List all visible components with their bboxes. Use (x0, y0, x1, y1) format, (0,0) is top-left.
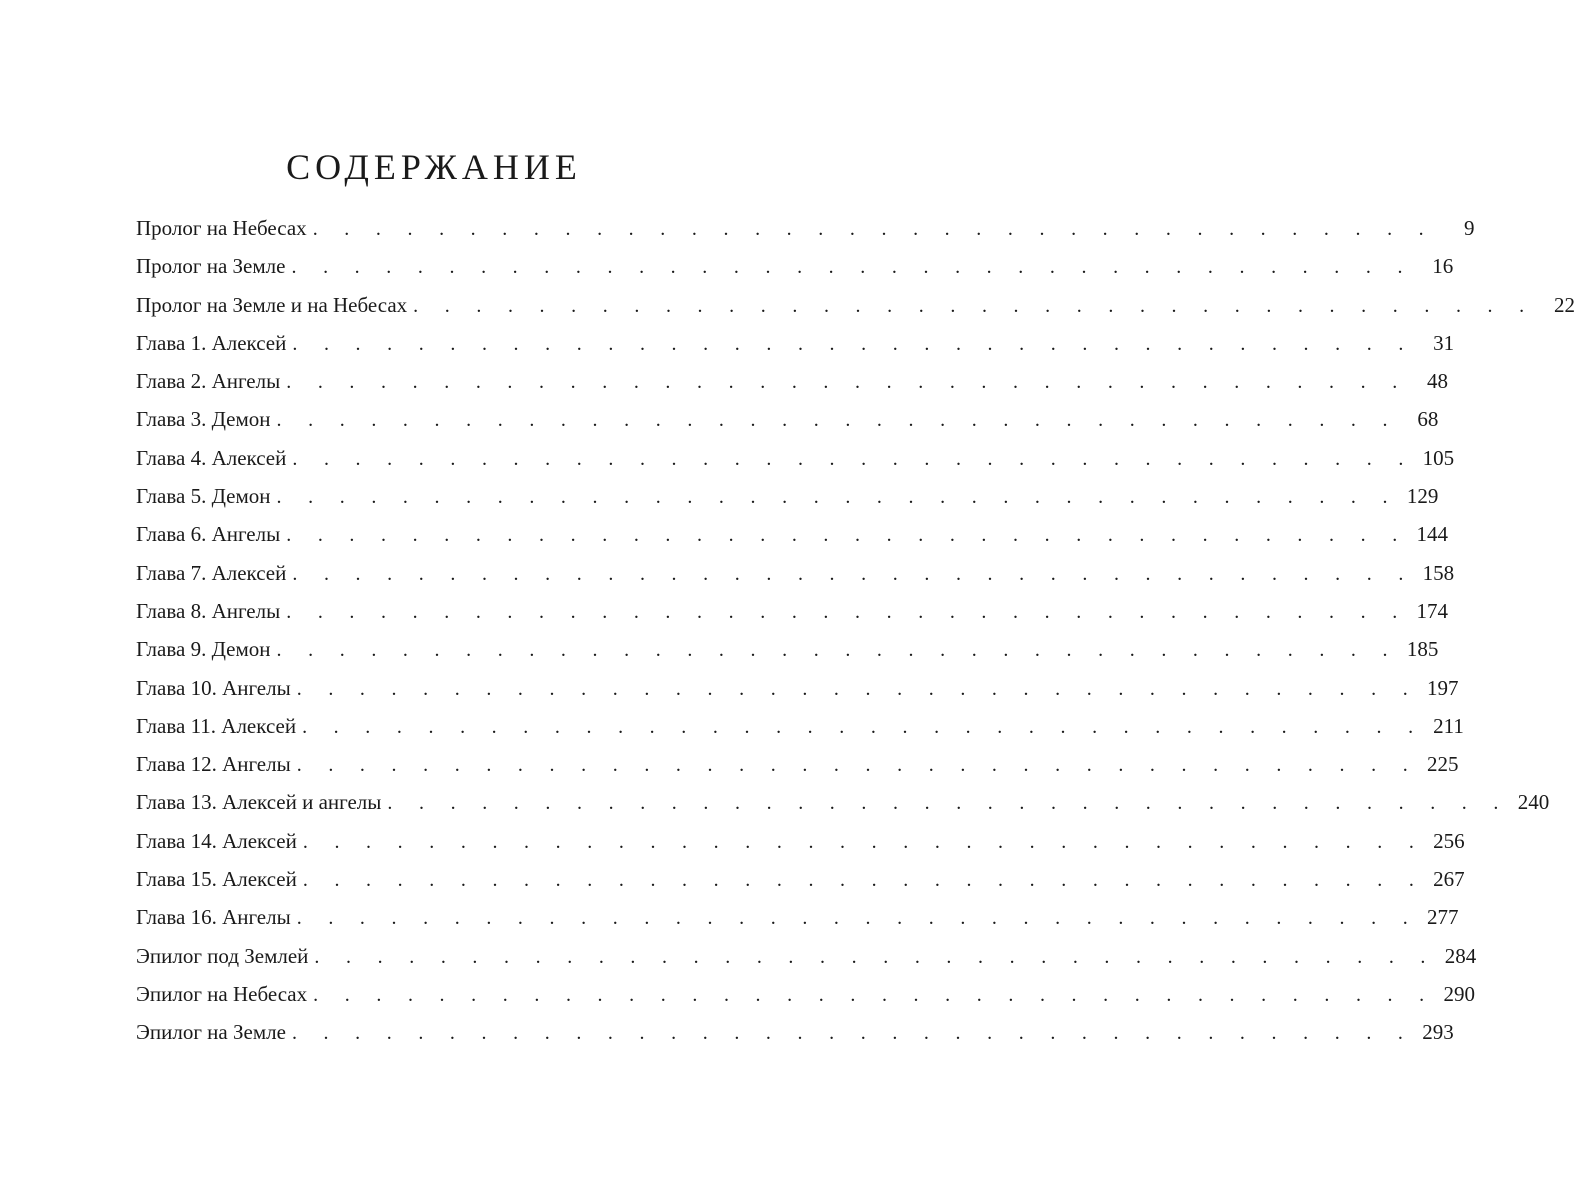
toc-entry-page: 267 (1433, 867, 1465, 892)
toc-entry-page: 240 (1517, 790, 1550, 815)
toc-dot-leader: . . . . . . . . . . . . . . . . . . . . . . . . . . . . . . . . . . . . (296, 754, 1419, 777)
toc-dot-leader: . . . . . . . . . . . . . . . . . . . . . . . . . . . . . . . . . . . . (286, 371, 1409, 394)
toc-entry (136, 247, 1454, 285)
toc-dot-leader: . . . . . . . . . . . . . . . . . . . . . . . . . . . . . . . . . . . . (313, 983, 1435, 1006)
toc-entry-page: 31 (1433, 330, 1455, 355)
toc-entry (136, 209, 1475, 247)
toc-entry-label: Глава 2. Ангелы (136, 369, 281, 394)
toc-entry-label: Глава 6. Ангелы (136, 522, 281, 547)
toc-dot-leader: . . . . . . . . . . . . . . . . . . . . . . . . . . . . . . . . . . . . (276, 639, 1399, 662)
toc-entry-page: 16 (1432, 254, 1454, 279)
toc-entry (136, 324, 1455, 362)
toc-entry-label: Глава 13. Алексей и ангелы (136, 790, 382, 815)
toc-entry-page: 225 (1427, 752, 1459, 777)
toc-entry-label: Глава 15. Алексей (136, 867, 297, 892)
toc-entry-label: Эпилог на Небесах (136, 981, 308, 1006)
toc-entry (136, 362, 1449, 400)
toc-entry (136, 439, 1455, 477)
toc-entry (136, 400, 1439, 438)
toc-entry-page: 9 (1464, 216, 1475, 240)
toc-dot-leader: . . . . . . . . . . . . . . . . . . . . . . . . . . . . . . . . . . . . (387, 792, 1510, 815)
toc-entry (136, 554, 1455, 592)
toc-entry (136, 286, 1575, 324)
toc-entry-label: Глава 5. Демон (136, 484, 271, 509)
toc-entry-label: Глава 4. Алексей (136, 445, 287, 470)
toc-entry (136, 860, 1465, 898)
toc-entry-label: Пролог на Земле и на Небесах (136, 292, 408, 317)
toc-entry-page: 68 (1417, 407, 1439, 432)
toc-entry-page: 105 (1422, 445, 1455, 470)
page-title: СОДЕРЖАНИЕ (286, 147, 582, 187)
toc-entry-label: Глава 9. Демон (136, 637, 271, 662)
toc-entry-label: Пролог на Земле (136, 254, 286, 279)
table-of-contents (136, 209, 1575, 1052)
toc-entry-label: Глава 10. Ангелы (136, 675, 291, 700)
toc-entry (136, 477, 1439, 515)
toc-entry-label: Глава 3. Демон (136, 407, 271, 432)
toc-entry-label: Эпилог на Земле (136, 1020, 286, 1045)
toc-entry (136, 630, 1439, 668)
toc-entry (136, 783, 1550, 821)
toc-entry-label: Глава 11. Алексей (136, 713, 297, 738)
toc-dot-leader: . . . . . . . . . . . . . . . . . . . . . . . . . . . . . . . . . . . . (413, 294, 1535, 317)
toc-dot-leader: . . . . . . . . . . . . . . . . . . . . . . . . . . . . . . . . . . . . (296, 907, 1419, 930)
toc-entry (136, 515, 1449, 553)
toc-entry-label: Глава 12. Ангелы (136, 752, 291, 777)
toc-entry-label: Глава 7. Алексей (136, 560, 287, 585)
toc-entry-page: 284 (1444, 943, 1477, 968)
toc-dot-leader: . . . . . . . . . . . . . . . . . . . . . . . . . . . . . . . . . . . . (286, 524, 1409, 547)
toc-entry (136, 707, 1464, 745)
toc-entry (136, 745, 1459, 783)
toc-entry-label: Пролог на Небесах (136, 216, 307, 240)
toc-entry (136, 1013, 1454, 1051)
toc-entry (136, 592, 1449, 630)
toc-entry-label: Глава 8. Ангелы (136, 598, 281, 623)
toc-dot-leader: . . . . . . . . . . . . . . . . . . . . . . . . . . . . . . . . . . . . (302, 830, 1425, 853)
toc-entry-page: 129 (1406, 484, 1439, 509)
toc-entry (136, 669, 1459, 707)
toc-entry (136, 937, 1477, 975)
toc-entry-page: 256 (1433, 828, 1465, 853)
toc-entry-label: Эпилог под Землей (136, 943, 309, 968)
toc-entry-label: Глава 14. Алексей (136, 828, 297, 853)
toc-dot-leader: . . . . . . . . . . . . . . . . . . . . . . . . . . . . . . . . . . . . (286, 600, 1409, 623)
toc-dot-leader: . . . . . . . . . . . . . . . . . . . . . . . . . . . . . . . . . . . . (291, 1022, 1414, 1045)
toc-dot-leader: . . . . . . . . . . . . . . . . . . . . . . . . . . . . . . . . . . . . (302, 869, 1425, 892)
toc-entry-label: Глава 16. Ангелы (136, 905, 291, 930)
toc-entry-page: 197 (1427, 675, 1459, 700)
toc-dot-leader: . . . . . . . . . . . . . . . . . . . . . . . . . . . . . . . . . . . . (276, 486, 1399, 509)
toc-entry (136, 822, 1465, 860)
toc-entry-page: 211 (1433, 713, 1464, 738)
toc-dot-leader: . . . . . . . . . . . . . . . . . . . . . . . . . . . . . . . . . . . . (302, 715, 1424, 738)
toc-entry-page: 290 (1443, 981, 1475, 1006)
toc-entry-page: 277 (1427, 905, 1459, 930)
toc-entry-page: 158 (1422, 560, 1455, 585)
toc-entry (136, 898, 1459, 936)
toc-dot-leader: . . . . . . . . . . . . . . . . . . . . . . . . . . . . . . . . . . . . (292, 562, 1415, 585)
toc-dot-leader: . . . . . . . . . . . . . . . . . . . . . . . . . . . . . . . . . . . . (276, 409, 1399, 432)
toc-dot-leader: . . . . . . . . . . . . . . . . . . . . . . . . . . . . . . . . . . . . (296, 677, 1419, 700)
toc-entry-page: 293 (1422, 1020, 1454, 1045)
toc-entry-page: 144 (1416, 522, 1449, 547)
toc-entry-page: 185 (1406, 637, 1439, 662)
toc-dot-leader: . . . . . . . . . . . . . . . . . . . . . . . . . . . . . . . . . . . . (291, 256, 1414, 279)
toc-entry (136, 975, 1475, 1013)
toc-entry-page: 48 (1427, 369, 1449, 394)
toc-dot-leader: . . . . . . . . . . . . . . . . . . . . . . . . . . . . . . . . . . . . (314, 945, 1437, 968)
toc-dot-leader: . . . . . . . . . . . . . . . . . . . . . . . . . . . . . . . . . . . . (312, 218, 1435, 240)
toc-entry-page: 22 (1553, 292, 1575, 317)
toc-entry-page: 174 (1416, 598, 1449, 623)
toc-dot-leader: . . . . . . . . . . . . . . . . . . . . . . . . . . . . . . . . . . . . (292, 332, 1415, 355)
toc-dot-leader: . . . . . . . . . . . . . . . . . . . . . . . . . . . . . . . . . . . . (292, 447, 1415, 470)
toc-entry-label: Глава 1. Алексей (136, 330, 287, 355)
